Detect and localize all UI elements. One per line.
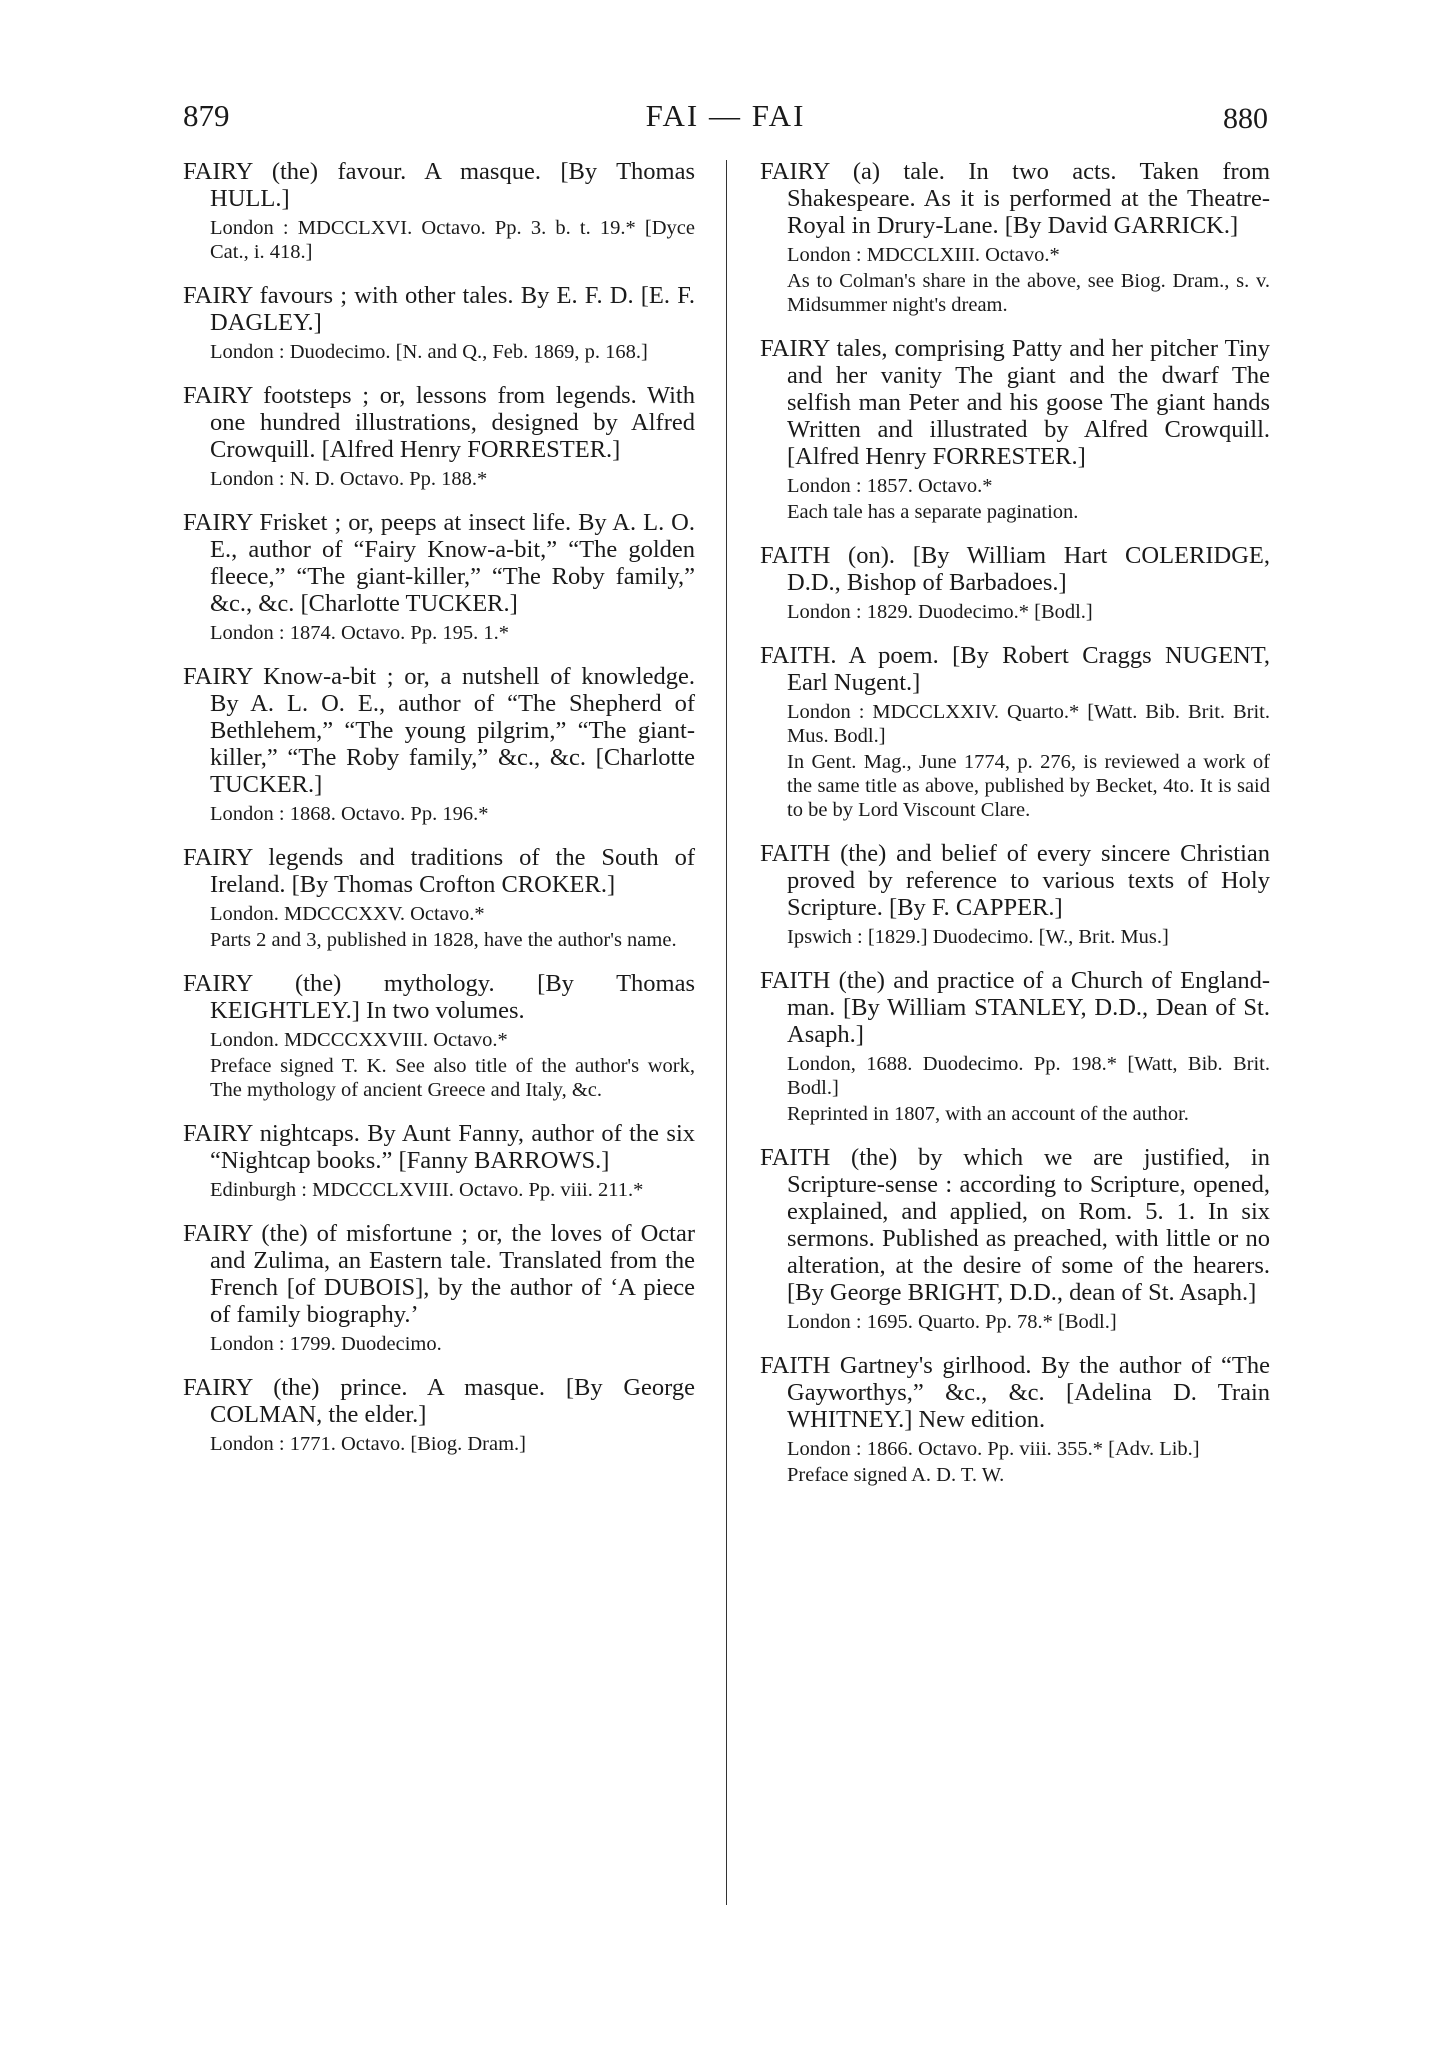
entry [760, 542, 1270, 624]
entry-head: FAIRY Frisket ; or, peeps at insect life. By A. L. O. E., author of “Fairy Know-a-bit,” “The golden fleece,” “The giant-killer,” “The Roby family,” &c., &c. [Charlotte TUCKER.] [183, 509, 695, 617]
entry [760, 1352, 1270, 1487]
entry-head: FAIRY (the) mythology. [By Thomas KEIGHTLEY.] In two volumes. [183, 970, 695, 1024]
entry-imprint: London : Duodecimo. [N. and Q., Feb. 1869, p. 168.] [210, 341, 648, 363]
entry-note: Parts 2 and 3, published in 1828, have the author's name. [210, 929, 677, 951]
entry-head: FAIRY favours ; with other tales. By E. F. D. [E. F. DAGLEY.] [183, 282, 695, 336]
entry-imprint: London : 1866. Octavo. Pp. viii. 355.* [Adv. Lib.] [787, 1438, 1200, 1460]
entry [760, 158, 1270, 317]
entry [760, 642, 1270, 822]
entry-head: FAITH (the) and belief of every sincere Christian proved by reference to various texts of Holy Scripture. [By F. CAPPER.] [760, 840, 1270, 921]
entry [760, 1144, 1270, 1334]
entry-head: FAIRY nightcaps. By Aunt Fanny, author of the six “Nightcap books.” [Fanny BARROWS.] [183, 1120, 695, 1174]
left-page-number: 879 [183, 98, 230, 133]
entry-note: Reprinted in 1807, with an account of the author. [787, 1103, 1189, 1125]
right-page-number: 880 [1223, 102, 1268, 135]
entry-imprint: London : 1799. Duodecimo. [210, 1333, 442, 1355]
entry [183, 663, 695, 826]
entry-imprint: London : 1695. Quarto. Pp. 78.* [Bodl.] [787, 1311, 1117, 1333]
entry-imprint: Ipswich : [1829.] Duodecimo. [W., Brit. Mus.] [787, 926, 1169, 948]
entry-note: In Gent. Mag., June 1774, p. 276, is reviewed a work of the same title as above, published by Becket, 4to. It is said to be by Lord Viscount Clare. [787, 751, 1270, 821]
entry-note: Each tale has a separate pagination. [787, 501, 1079, 523]
running-header [183, 98, 1268, 142]
entry-head: FAIRY tales, comprising Patty and her pitcher Tiny and her vanity The giant and the dwarf The selfish man Peter and his goose The giant hands Written and illustrated by Alfred Crowquill. [Alfred Henry FORRESTER.] [760, 335, 1270, 470]
entry [183, 1120, 695, 1202]
entry-head: FAIRY (the) of misfortune ; or, the loves of Octar and Zulima, an Eastern tale. Translated from the French [of DUBOIS], by the author of ‘A piece of family biography.’ [183, 1220, 695, 1328]
entry-imprint: Edinburgh : MDCCCLXVIII. Octavo. Pp. viii. 211.* [210, 1179, 644, 1201]
entry-head: FAITH (on). [By William Hart COLERIDGE, D.D., Bishop of Barbadoes.] [760, 542, 1270, 596]
entry-imprint: London : MDCCLXIII. Octavo.* [787, 244, 1060, 266]
entry-imprint: London. MDCCCXXV. Octavo.* [210, 903, 485, 925]
entry [183, 382, 695, 491]
left-column [183, 158, 695, 1474]
entry [183, 282, 695, 364]
entry [760, 335, 1270, 524]
entry-head: FAIRY footsteps ; or, lessons from legends. With one hundred illustrations, designed by Alfred Crowquill. [Alfred Henry FORRESTER.] [183, 382, 695, 463]
entry-head: FAITH (the) and practice of a Church of England-man. [By William STANLEY, D.D., Dean of St. Asaph.] [760, 967, 1270, 1048]
entry-head: FAIRY (the) prince. A masque. [By George COLMAN, the elder.] [183, 1374, 695, 1428]
entry-head: FAIRY legends and traditions of the South of Ireland. [By Thomas Crofton CROKER.] [183, 844, 695, 898]
entry-head: FAITH. A poem. [By Robert Craggs NUGENT, Earl Nugent.] [760, 642, 1270, 696]
entry-imprint: London, 1688. Duodecimo. Pp. 198.* [Watt, Bib. Brit. Bodl.] [787, 1053, 1270, 1099]
entry-imprint: London : N. D. Octavo. Pp. 188.* [210, 468, 488, 490]
column-divider [726, 160, 727, 1905]
entry-note: Preface signed T. K. See also title of the author's work, The mythology of ancient Greece and Italy, &c. [210, 1055, 695, 1101]
entry-head: FAIRY (a) tale. In two acts. Taken from Shakespeare. As it is performed at the Theatre-Royal in Drury-Lane. [By David GARRICK.] [760, 158, 1270, 239]
entry [183, 158, 695, 264]
entry-imprint: London : 1874. Octavo. Pp. 195. 1.* [210, 622, 509, 644]
entry-imprint: London : MDCCLXXIV. Quarto.* [Watt. Bib. Brit. Brit. Mus. Bodl.] [787, 701, 1270, 747]
running-title: FAI — FAI [645, 98, 806, 133]
entry-head: FAITH Gartney's girlhood. By the author of “The Gayworthys,” &c., &c. [Adelina D. Train WHITNEY.] New edition. [760, 1352, 1270, 1433]
entry-head: FAIRY Know-a-bit ; or, a nutshell of knowledge. By A. L. O. E., author of “The Shepherd of Bethlehem,” “The young pilgrim,” “The giant-killer,” “The Roby family,” &c., &c. [Charlotte TUCKER.] [183, 663, 695, 798]
entry-note: Preface signed A. D. T. W. [787, 1464, 1005, 1486]
entry [183, 1220, 695, 1356]
entry [183, 509, 695, 645]
entry-imprint: London : MDCCLXVI. Octavo. Pp. 3. b. t. 19.* [Dyce Cat., i. 418.] [210, 217, 695, 263]
entry-head: FAITH (the) by which we are justified, in Scripture-sense : according to Scripture, opened, explained, and applied, on Rom. 5. 1. In six sermons. Published as preached, with little or no alteration, at the desire of some of the hearers. [By George BRIGHT, D.D., dean of St. Asaph.] [760, 1144, 1270, 1306]
entry-head: FAIRY (the) favour. A masque. [By Thomas HULL.] [183, 158, 695, 212]
entry [183, 1374, 695, 1456]
right-column [760, 158, 1270, 1505]
entry-imprint: London : 1868. Octavo. Pp. 196.* [210, 803, 489, 825]
entry [183, 844, 695, 952]
entry [183, 970, 695, 1102]
entry-note: As to Colman's share in the above, see Biog. Dram., s. v. Midsummer night's dream. [787, 270, 1270, 316]
entry-imprint: London : 1771. Octavo. [Biog. Dram.] [210, 1433, 526, 1455]
entry-imprint: London. MDCCCXXVIII. Octavo.* [210, 1029, 508, 1051]
entry-imprint: London : 1857. Octavo.* [787, 475, 993, 497]
entry [760, 840, 1270, 949]
entry [760, 967, 1270, 1126]
entry-imprint: London : 1829. Duodecimo.* [Bodl.] [787, 601, 1093, 623]
